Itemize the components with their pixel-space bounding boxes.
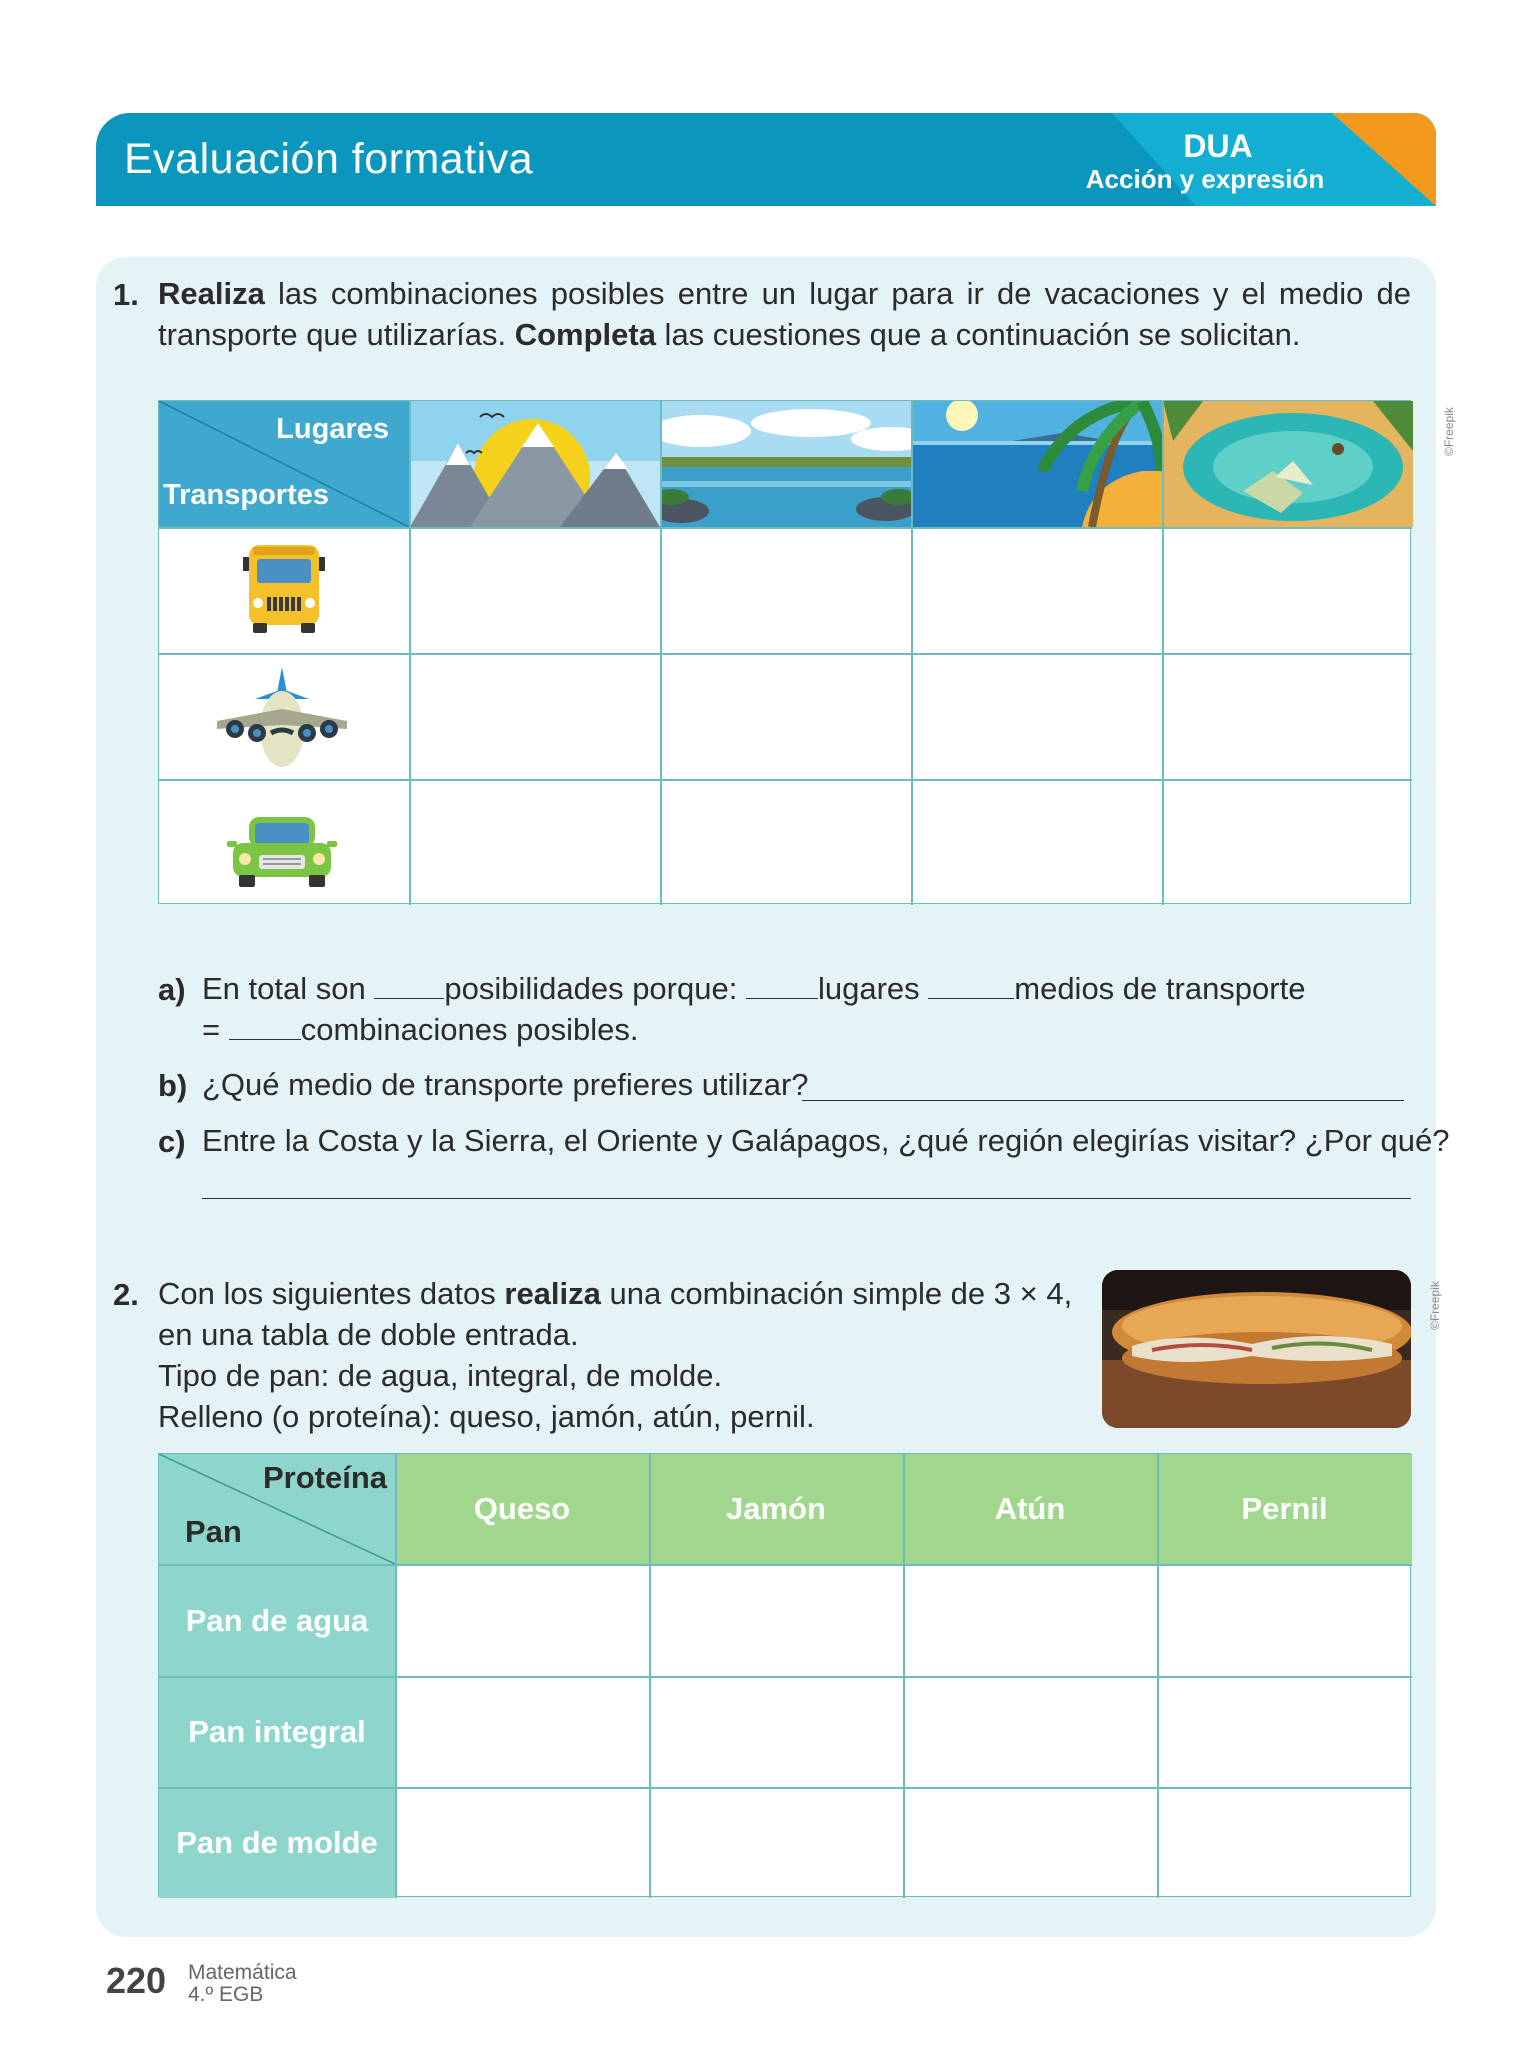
- sandwich-image: [1102, 1270, 1411, 1428]
- subquestion-b-label: b): [158, 1068, 188, 1103]
- q2-text-1a: Con los siguientes datos: [158, 1276, 505, 1311]
- column-queso: Queso: [473, 1491, 571, 1526]
- page-number: 220: [106, 1960, 167, 2001]
- grid-line: [159, 779, 1412, 781]
- q1-text-2a: transporte que utilizarías.: [158, 317, 515, 352]
- row-header-transportes: Transportes: [163, 479, 329, 511]
- column-jamon: Jamón: [726, 1491, 826, 1526]
- airplane-icon: [217, 663, 347, 769]
- school-bus-icon: [239, 539, 329, 639]
- bread-protein-table: [158, 1453, 1411, 1897]
- question-2-line-4: Relleno (o proteína): queso, jamón, atún, pernil.: [158, 1399, 815, 1434]
- row-pan-de-agua: Pan de agua: [159, 1565, 395, 1676]
- question-2-number: 2.: [113, 1277, 139, 1312]
- q1-verb-realiza: Realiza: [158, 276, 265, 311]
- a-text-1: En total son: [202, 971, 375, 1006]
- island-galapagos-image: [1163, 401, 1413, 527]
- question-1-line-2: [158, 314, 1300, 355]
- question-1-number: 1.: [113, 277, 139, 312]
- question-2-line-3: Tipo de pan: de agua, integral, de molde.: [158, 1358, 723, 1393]
- column-atun: Atún: [994, 1491, 1066, 1526]
- subquestion-c-label: c): [158, 1124, 186, 1159]
- image-credit-2: ©Freepik: [1428, 1281, 1442, 1330]
- col-header-proteina: Proteína: [262, 1460, 387, 1495]
- subquestion-b-text: ¿Qué medio de transporte prefieres utilizar?: [202, 1067, 809, 1102]
- a-text-3: lugares: [817, 971, 929, 1006]
- grade-level: 4.º EGB: [188, 1983, 264, 2006]
- answer-blank-medios[interactable]: [928, 975, 1014, 999]
- subquestion-a-line-2: [202, 1009, 638, 1050]
- grid-line: [159, 653, 1412, 655]
- row-pan-integral: Pan integral: [159, 1676, 395, 1787]
- answer-blank-total[interactable]: [374, 975, 444, 999]
- places-transport-table: [158, 400, 1411, 904]
- row-header-pan: Pan: [185, 1514, 242, 1549]
- beach-costa-image: [912, 401, 1162, 527]
- subquestion-a-label: a): [158, 972, 186, 1007]
- page-title: Evaluación formativa: [124, 135, 534, 183]
- answer-blank-combinaciones[interactable]: [229, 1016, 301, 1040]
- a-text-4: medios de transporte: [1014, 971, 1306, 1006]
- subquestion-a-line-1: [202, 968, 1305, 1009]
- answer-line-b[interactable]: [802, 1100, 1404, 1101]
- subject-label: [188, 1962, 297, 2006]
- dua-subtitle: Acción y expresión: [1085, 164, 1325, 194]
- subject-name: Matemática: [188, 1961, 297, 1984]
- q2-verb-realiza: realiza: [504, 1276, 601, 1311]
- q1-verb-completa: Completa: [514, 317, 656, 352]
- table-2-corner-header: [159, 1454, 395, 1564]
- grid-line: [159, 1564, 1412, 1566]
- a-text-2: posibilidades porque:: [444, 971, 746, 1006]
- car-icon: [227, 811, 337, 893]
- mountains-sierra-image: [410, 401, 660, 527]
- table-corner-header: [159, 401, 409, 527]
- grid-line: [159, 527, 1412, 529]
- a-text-6: combinaciones posibles.: [300, 1012, 639, 1047]
- col-header-lugares: Lugares: [276, 413, 389, 445]
- answer-blank-lugares[interactable]: [746, 975, 818, 999]
- a-text-5: =: [202, 1012, 229, 1047]
- column-pernil: Pernil: [1241, 1491, 1328, 1526]
- subquestion-c-text: Entre la Costa y la Sierra, el Oriente y Galápagos, ¿qué región elegirías visitar? ¿Por qué?: [202, 1123, 1450, 1158]
- q1-text-1: las combinaciones posibles entre un lugar para ir de vacaciones y el medio de: [264, 276, 1411, 311]
- image-credit-1: ©Freepik: [1442, 407, 1456, 456]
- question-2-line-1: [158, 1273, 1072, 1314]
- answer-line-c[interactable]: [202, 1198, 1411, 1199]
- dua-badge: DUA: [1183, 128, 1253, 164]
- question-1-line-1: [158, 273, 1411, 314]
- q2-text-1c: una combinación simple de 3 × 4,: [600, 1276, 1073, 1311]
- river-oriente-image: [661, 401, 911, 527]
- question-2-line-2: en una tabla de doble entrada.: [158, 1317, 579, 1352]
- grid-line: [159, 1787, 1412, 1789]
- q1-text-2b: las cuestiones que a continuación se solicitan.: [655, 317, 1301, 352]
- row-pan-de-molde: Pan de molde: [159, 1787, 395, 1898]
- grid-line: [159, 1676, 1412, 1678]
